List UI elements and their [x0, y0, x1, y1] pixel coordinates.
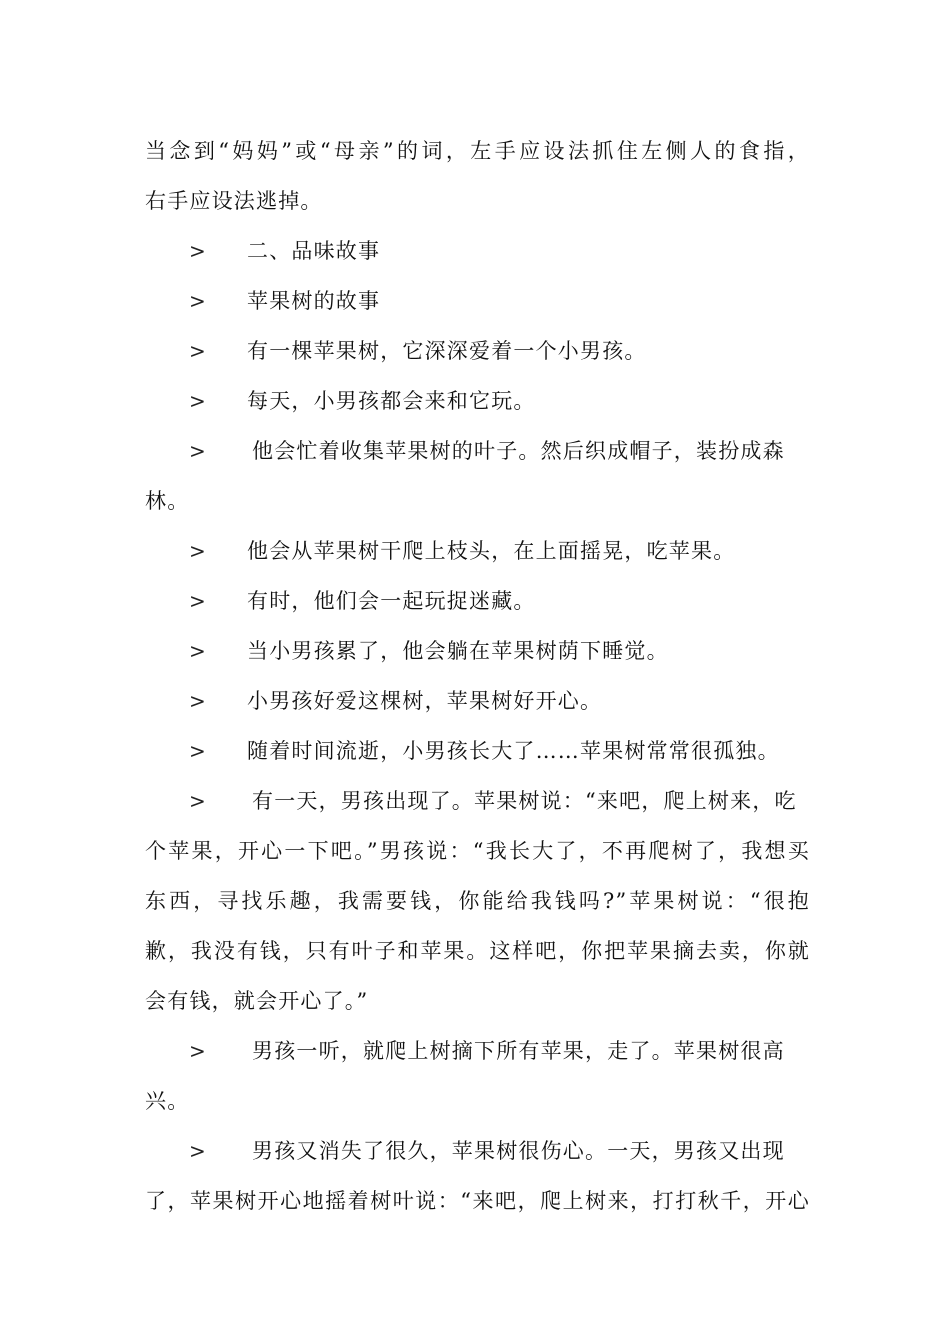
- list-item: [145, 587, 810, 615]
- bullet-arrow-icon: >: [189, 289, 207, 313]
- list-item-text: 男孩一听，就爬上树摘下所有苹果，走了。苹果树很高: [252, 1039, 785, 1063]
- list-item-text: 有时，他们会一起玩捉迷藏。: [247, 589, 536, 613]
- list-item-continuation: 东西，寻找乐趣，我需要钱，你能给我钱吗?”苹果树说：“很抱: [145, 889, 810, 913]
- bullet-arrow-icon: >: [189, 239, 207, 263]
- bullet-arrow-icon: >: [189, 439, 207, 463]
- list-item: [145, 687, 810, 715]
- list-item-text: 有一棵苹果树，它深深爱着一个小男孩。: [247, 339, 647, 363]
- bullet-arrow-icon: >: [189, 739, 207, 763]
- list-item: [145, 1137, 810, 1165]
- bullet-arrow-icon: >: [189, 589, 207, 613]
- list-item: [145, 337, 810, 365]
- list-item-text: 有一天，男孩出现了。苹果树说：“来吧，爬上树来，吃: [252, 789, 797, 813]
- list-item: [145, 437, 810, 465]
- list-item-text: 当小男孩累了，他会躺在苹果树荫下睡觉。: [247, 639, 669, 663]
- bullet-arrow-icon: >: [189, 339, 207, 363]
- bullet-arrow-icon: >: [189, 689, 207, 713]
- list-item-text: 他会忙着收集苹果树的叶子。然后织成帽子，装扮成森: [252, 439, 785, 463]
- list-item-continuation: 兴。: [145, 1089, 190, 1113]
- paragraph-line: 右手应设法逃掉。: [145, 189, 323, 213]
- list-item: [145, 737, 810, 765]
- list-item: [145, 1037, 810, 1065]
- list-item-continuation: 林。: [145, 489, 190, 513]
- list-item: [145, 637, 810, 665]
- list-item-text: 小男孩好爱这棵树，苹果树好开心。: [247, 689, 603, 713]
- list-item: [145, 287, 810, 315]
- list-item-text: 苹果树的故事: [247, 289, 381, 313]
- bullet-arrow-icon: >: [189, 1039, 207, 1063]
- list-item-continuation: 个苹果，开心一下吧。”男孩说：“我长大了，不再爬树了，我想买: [145, 839, 810, 863]
- list-item-text: 男孩又消失了很久，苹果树很伤心。一天，男孩又出现: [252, 1139, 785, 1163]
- list-item-text: 每天，小男孩都会来和它玩。: [247, 389, 536, 413]
- list-item-text: 他会从苹果树干爬上枝头，在上面摇晃，吃苹果。: [247, 539, 736, 563]
- list-item-continuation: 会有钱，就会开心了。”: [145, 989, 369, 1013]
- bullet-arrow-icon: >: [189, 389, 207, 413]
- list-item: [145, 787, 810, 815]
- bullet-arrow-icon: >: [189, 789, 207, 813]
- bullet-arrow-icon: >: [189, 1139, 207, 1163]
- list-item-text: 随着时间流逝，小男孩长大了……苹果树常常很孤独。: [247, 739, 780, 763]
- list-item: [145, 537, 810, 565]
- list-item-continuation: 了，苹果树开心地摇着树叶说：“来吧，爬上树来，打打秋千，开心: [145, 1189, 810, 1213]
- paragraph-line: 当念到“妈妈”或“母亲”的词，左手应设法抓住左侧人的食指，: [145, 139, 810, 163]
- list-item-text: 二、品味故事: [247, 239, 381, 263]
- bullet-arrow-icon: >: [189, 539, 207, 563]
- list-item: [145, 237, 810, 265]
- bullet-arrow-icon: >: [189, 639, 207, 663]
- list-item-continuation: 歉，我没有钱，只有叶子和苹果。这样吧，你把苹果摘去卖，你就: [145, 939, 810, 963]
- list-item: [145, 387, 810, 415]
